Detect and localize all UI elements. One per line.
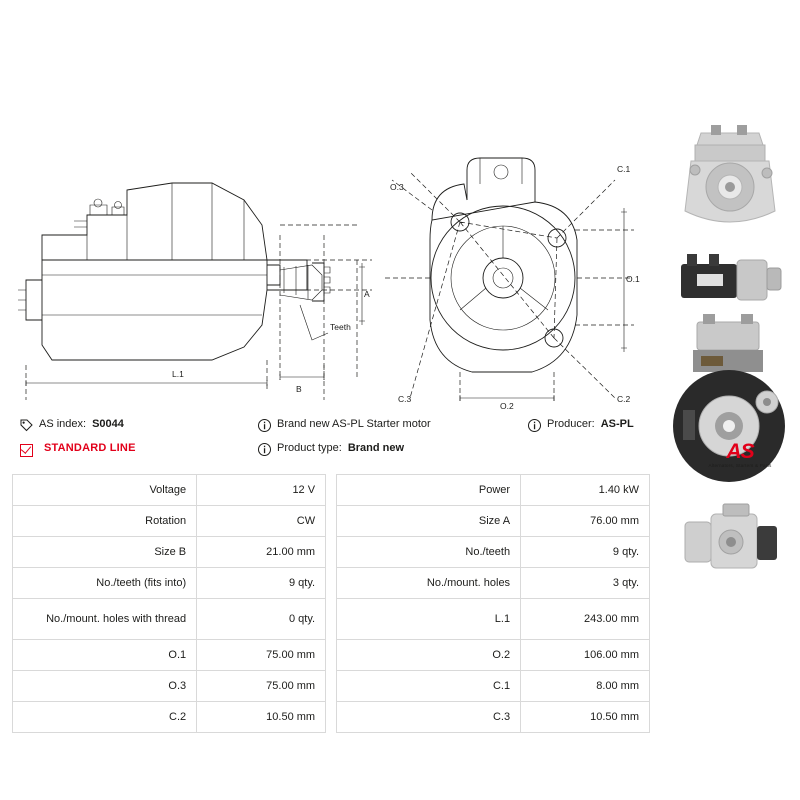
table-gap (326, 474, 336, 733)
spec-value: 76.00 mm (521, 506, 650, 537)
label-c1: C.1 (617, 164, 631, 174)
product-photo-gallery (667, 115, 792, 680)
spec-value: 0 qty. (197, 599, 326, 640)
product-meta (12, 416, 788, 468)
spec-key: Size B (13, 537, 197, 568)
spec-value: CW (197, 506, 326, 537)
specifications (12, 474, 650, 733)
spec-value: 9 qty. (197, 568, 326, 599)
label-o2: O.2 (500, 401, 514, 410)
check-icon (20, 444, 33, 457)
spec-value: 75.00 mm (197, 640, 326, 671)
as-index-label: AS index: (39, 418, 87, 430)
label-o3: O.3 (390, 182, 404, 192)
product-photo-1 (667, 115, 792, 240)
spec-key: O.1 (13, 640, 197, 671)
table-row (13, 506, 326, 537)
label-o1: O.1 (626, 274, 640, 284)
spec-key: No./teeth (fits into) (13, 568, 197, 599)
spec-value: 3 qty. (521, 568, 650, 599)
starter-front-view-drawing (372, 110, 662, 410)
spec-key: No./mount. holes with thread (13, 599, 197, 640)
table-row (13, 702, 326, 733)
label-dim-l1: L.1 (172, 369, 184, 379)
label-dim-a: A (364, 289, 370, 299)
table-row (336, 506, 649, 537)
spec-key: No./teeth (336, 537, 520, 568)
brand-logo-tagline: Alternators, Starters & Parts (708, 463, 772, 468)
product-type-row (258, 440, 508, 456)
starter-side-view-drawing (12, 115, 372, 400)
spec-value: 106.00 mm (521, 640, 650, 671)
meta-column-description (258, 416, 508, 464)
table-row (336, 599, 649, 640)
spec-key: Size A (336, 506, 520, 537)
table-row (13, 599, 326, 640)
spec-key: C.2 (13, 702, 197, 733)
spec-value: 8.00 mm (521, 671, 650, 702)
spec-value: 75.00 mm (197, 671, 326, 702)
spec-key: C.3 (336, 702, 520, 733)
info-icon (258, 419, 271, 432)
table-row (336, 568, 649, 599)
spec-key: C.1 (336, 671, 520, 702)
spec-key: No./mount. holes (336, 568, 520, 599)
spec-key: Rotation (13, 506, 197, 537)
table-row (336, 671, 649, 702)
producer-label: Producer: (547, 418, 595, 430)
meta-column-producer (528, 416, 788, 468)
as-index-row (20, 416, 250, 432)
table-row (336, 537, 649, 568)
spec-key: Voltage (13, 475, 197, 506)
label-c2: C.2 (617, 394, 631, 404)
spec-value: 1.40 kW (521, 475, 650, 506)
label-dim-b: B (296, 384, 302, 394)
description-row (258, 416, 508, 432)
info-icon (528, 419, 541, 432)
spec-key: L.1 (336, 599, 520, 640)
table-row (336, 640, 649, 671)
description-text: Brand new AS-PL Starter motor (277, 418, 431, 430)
standard-line-row (20, 440, 250, 456)
label-teeth: Teeth (330, 322, 351, 332)
product-photo-4 (667, 496, 792, 591)
table-row (13, 568, 326, 599)
spec-value: 10.50 mm (197, 702, 326, 733)
brand-logo-mark: AS (726, 440, 754, 463)
as-index-value: S0044 (92, 418, 124, 430)
table-row (13, 671, 326, 702)
technical-drawings (12, 10, 788, 410)
product-type-value: Brand new (347, 442, 405, 454)
spec-key: O.2 (336, 640, 520, 671)
spec-value: 12 V (197, 475, 326, 506)
label-c3: C.3 (398, 394, 412, 404)
meta-column-index (20, 416, 250, 464)
info-icon (258, 443, 271, 456)
product-photo-2 (667, 242, 792, 312)
brand-logo (692, 442, 788, 468)
spec-value: 21.00 mm (197, 537, 326, 568)
table-row (336, 475, 649, 506)
spec-table-right (336, 474, 650, 733)
table-row (13, 537, 326, 568)
table-row (336, 702, 649, 733)
spec-table-left (12, 474, 326, 733)
spec-value: 9 qty. (521, 537, 650, 568)
spec-key: O.3 (13, 671, 197, 702)
standard-line-label: STANDARD LINE (44, 442, 136, 454)
producer-value: AS-PL (600, 418, 634, 430)
spec-value: 243.00 mm (521, 599, 650, 640)
spec-value: 10.50 mm (521, 702, 650, 733)
table-row (13, 640, 326, 671)
producer-row (528, 416, 788, 432)
tag-icon (20, 419, 33, 432)
spec-key: Power (336, 475, 520, 506)
table-row (13, 475, 326, 506)
product-type-label: Product type: (277, 442, 342, 454)
